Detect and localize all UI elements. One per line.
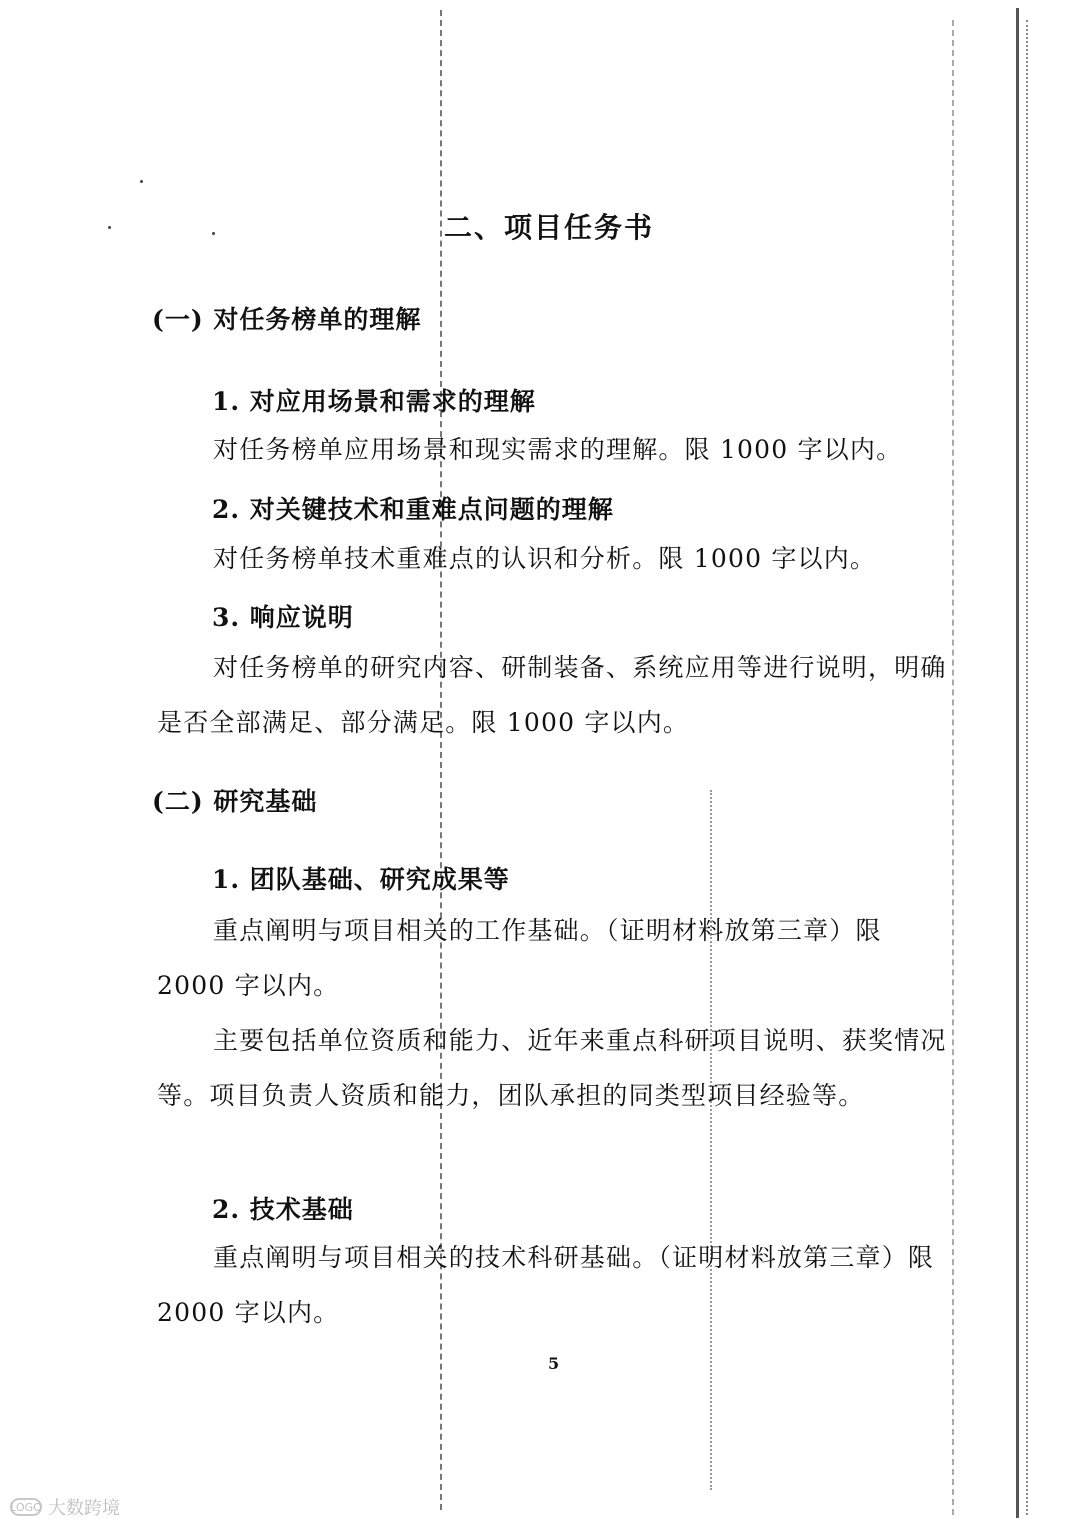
paragraph: 重点阐明与项目相关的工作基础。（证明材料放第三章）限 2000 字以内。 (157, 916, 882, 1000)
subsection-heading: 1. 团队基础、研究成果等 (212, 865, 510, 894)
subsection-heading: 1. 对应用场景和需求的理解 (212, 387, 536, 416)
paragraph: 主要包括单位资质和能力、近年来重点科研项目说明、获奖情况等。项目负责人资质和能力，团队承担的同类型项目经验等。 (157, 1026, 947, 1110)
paragraph: 对任务榜单的研究内容、研制装备、系统应用等进行说明，明确是否全部满足、部分满足。限 1000 字以内。 (157, 653, 947, 737)
page-title: 二、项目任务书 (444, 211, 655, 244)
scan-speck (140, 180, 143, 183)
scan-artifact-line (710, 790, 712, 1490)
section-heading: (二) 研究基础 (152, 787, 318, 816)
section-heading: (一) 对任务榜单的理解 (152, 305, 422, 334)
page-number: 5 (548, 1354, 560, 1373)
watermark-text: 大数跨境 (48, 1498, 120, 1519)
watermark-logo-icon: LOGO (10, 1498, 42, 1516)
paragraph: 重点阐明与项目相关的技术科研基础。（证明材料放第三章）限 2000 字以内。 (157, 1243, 935, 1327)
paragraph: 对任务榜单应用场景和现实需求的理解。限 1000 字以内。 (213, 435, 903, 464)
paragraph: 对任务榜单技术重难点的认识和分析。限 1000 字以内。 (213, 544, 877, 573)
subsection-heading: 2. 对关键技术和重难点问题的理解 (212, 495, 614, 524)
scan-artifact-line (1026, 20, 1028, 1515)
watermark (10, 1494, 120, 1520)
subsection-heading: 3. 响应说明 (212, 603, 354, 632)
scan-artifact-line (1016, 8, 1019, 1518)
scan-speck (212, 232, 215, 235)
scan-speck (108, 226, 111, 229)
subsection-heading: 2. 技术基础 (212, 1195, 354, 1224)
